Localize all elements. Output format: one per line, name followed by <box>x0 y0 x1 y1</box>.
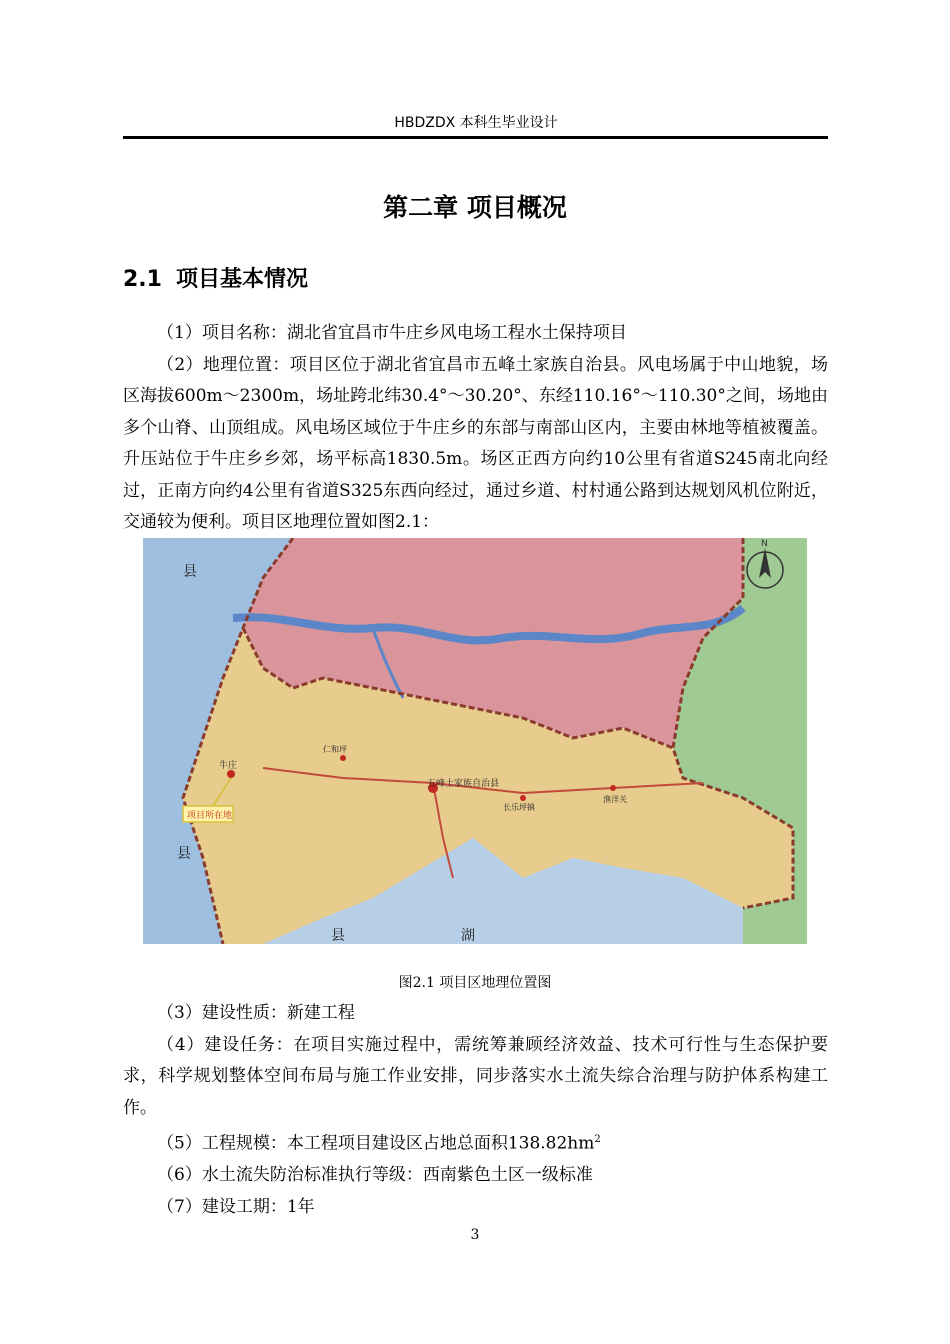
map-label-county-bottom2: 县 <box>331 928 345 944</box>
town-dot-niuzhuang <box>227 770 235 778</box>
map-label-province: 湖 <box>461 928 475 944</box>
paragraph-duration: （7）建设工期：1年 <box>157 1196 315 1217</box>
paragraph-tasks: （4）建设任务：在项目实施过程中，需统筹兼顾经济效益、技术可行性与生态保护要求，科学规划整体空间布局与施工作业安排，同步落实水土流失综合治理与防护体系构建工作。 <box>123 1034 828 1118</box>
town-dot-changleping <box>520 795 526 801</box>
map-label-niuzhuang: 牛庄 <box>219 761 238 771</box>
header-rule <box>123 136 828 139</box>
paragraph-location: （2）地理位置：项目区位于湖北省宜昌市五峰土家族自治县。风电场属于中山地貌，场区海拔600m～2300m，场址跨北纬30.4°～30.20°、东经110.16°～110.30°之间，场地由多个山脊、山顶组成。风电场区域位于牛庄乡的东部与南部山区内，主要由林地等植被覆盖。升压站位于牛庄乡乡郊，场平标高1830.5m。场区正西方向约10公里有省道S245南北向经过，正南方向约4公里有省道S325东西向经过，通过乡道、村村通公路到达规划风机位附近，交通较为便利。项目区地理位置如图2.1： <box>123 354 828 532</box>
paragraph-scale <box>123 1124 828 1160</box>
paragraph-nature: （3）建设性质：新建工程 <box>157 1003 355 1023</box>
project-marker-label: 项目所在地 <box>187 811 233 821</box>
page-header: HBDZDX 本科生毕业设计 <box>394 115 558 131</box>
figure-caption: 图2.1 项目区地理位置图 <box>398 975 552 991</box>
map-label-changleping: 长乐坪镇 <box>503 803 535 812</box>
section-title <box>123 262 308 293</box>
town-dot-yuyangguan <box>610 785 616 791</box>
map-label-county-top: 县 <box>183 564 197 580</box>
map-label-county-bottom: 县 <box>177 846 191 862</box>
body-text-upper <box>123 318 828 539</box>
scale-unit-superscript: 2 <box>594 1134 601 1145</box>
location-map <box>143 538 807 944</box>
location-map-figure <box>143 538 807 944</box>
scale-text: （5）工程规模：本工程项目建设区占地总面积138.82hm <box>157 1133 595 1154</box>
paragraph-project-name: （1）项目名称：湖北省宜昌市牛庄乡风电场工程水土保持项目 <box>157 323 627 343</box>
map-label-wufeng: 五峰土家族自治县 <box>427 779 500 789</box>
paragraph-standard: （6）水土流失防治标准执行等级：西南紫色土区一级标准 <box>157 1165 593 1186</box>
page-number: 3 <box>470 1227 480 1243</box>
map-label-renheping: 仁和坪 <box>323 745 347 754</box>
map-label-yuyangguan: 渔洋关 <box>603 795 627 804</box>
north-arrow-label: N <box>761 539 768 549</box>
section-title-text: 项目基本情况 <box>175 267 308 292</box>
chapter-title: 第二章 项目概况 <box>383 193 567 222</box>
body-text-lower <box>123 998 828 1223</box>
town-dot-renheping <box>340 755 346 761</box>
section-number: 2.1 <box>123 267 162 292</box>
